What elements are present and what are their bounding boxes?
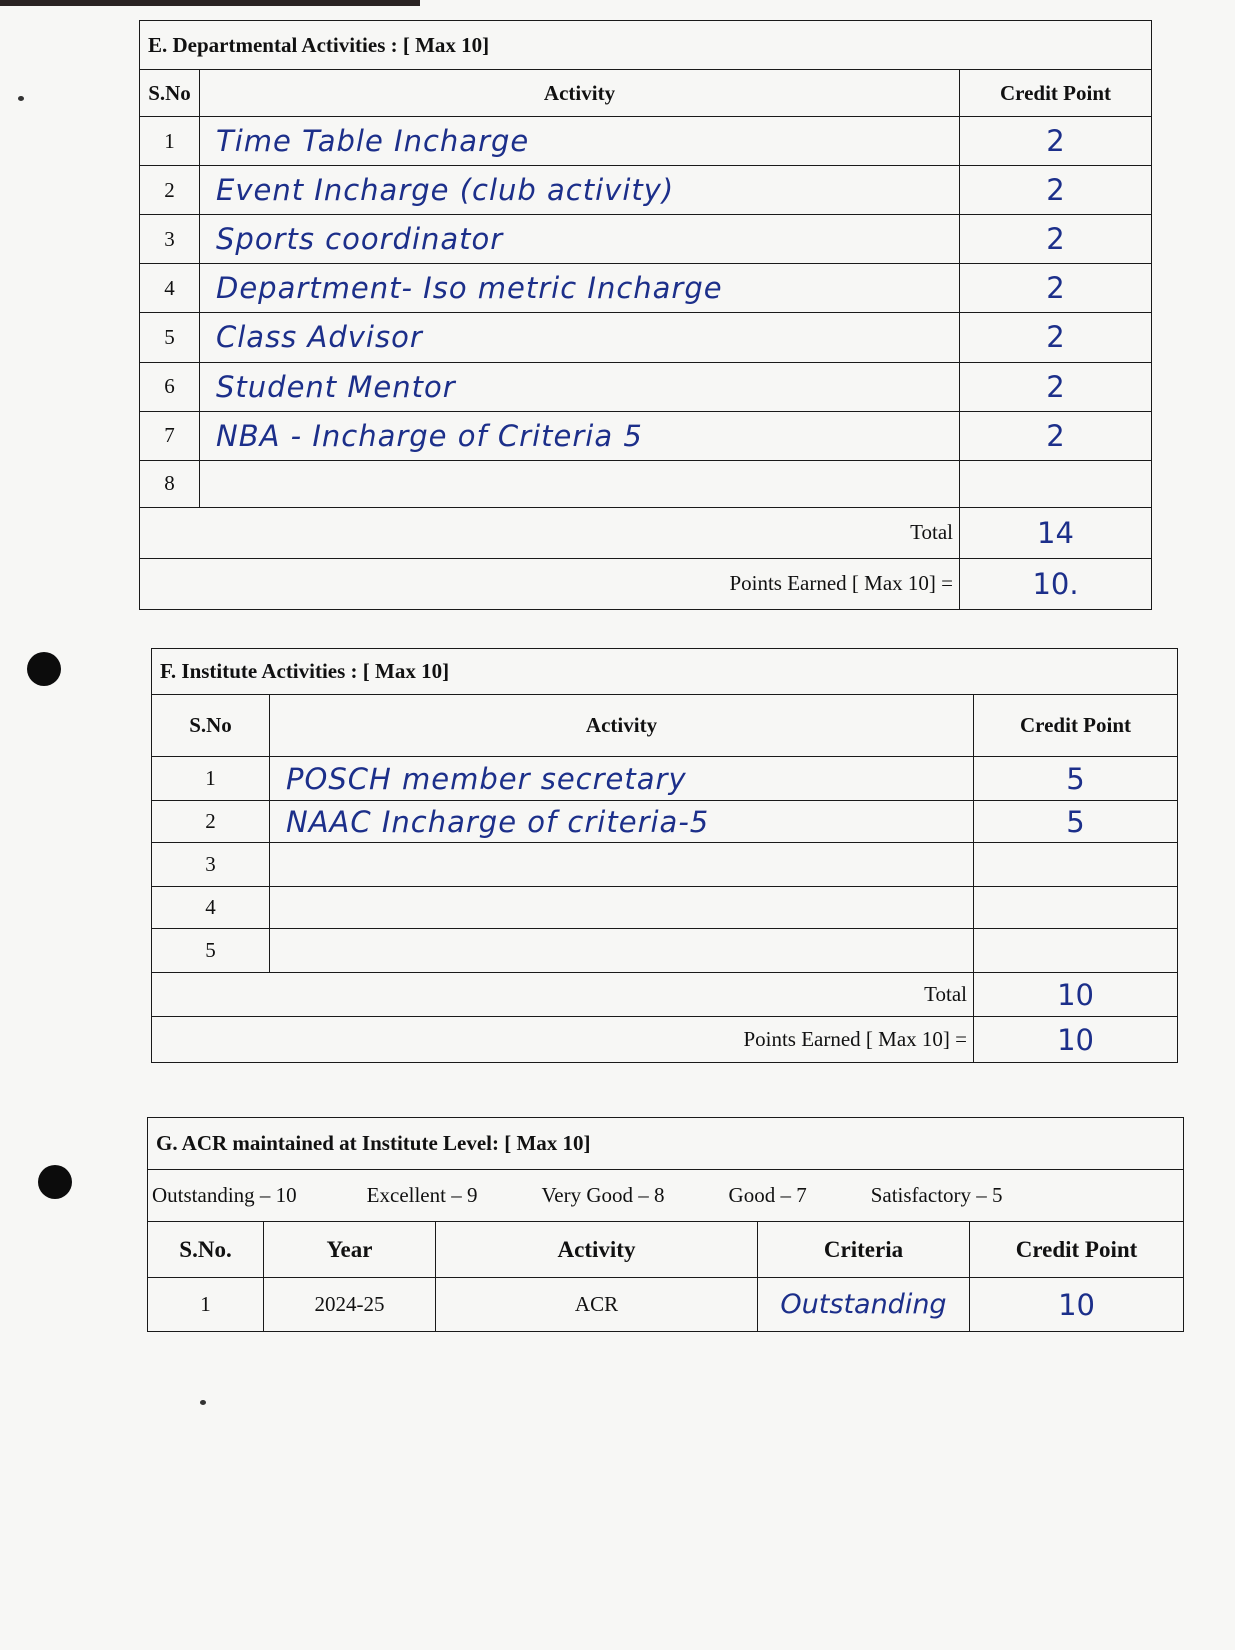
row-sno: 4 [140, 264, 200, 313]
row-credit: 2 [960, 117, 1152, 166]
row-sno: 5 [152, 929, 270, 973]
row-criteria: Outstanding [758, 1278, 970, 1332]
table-row [152, 929, 1178, 973]
scale-item: Outstanding – 10 [152, 1183, 297, 1207]
row-sno: 3 [152, 843, 270, 887]
total-value: 10 [974, 973, 1178, 1017]
scan-speck [200, 1400, 206, 1405]
rating-scale [148, 1170, 1184, 1222]
row-sno: 7 [140, 411, 200, 460]
row-year: 2024-25 [264, 1278, 436, 1332]
row-sno: 1 [148, 1278, 264, 1332]
table-row [140, 313, 1152, 362]
row-credit [974, 929, 1178, 973]
row-credit [974, 843, 1178, 887]
points-earned-label: Points Earned [ Max 10] = [152, 1017, 974, 1063]
table-row [140, 362, 1152, 411]
row-activity: NBA - Incharge of Criteria 5 [200, 411, 960, 460]
row-activity [270, 843, 974, 887]
scale-item: Excellent – 9 [366, 1183, 478, 1207]
table-row [140, 117, 1152, 166]
institute-activities-table [151, 648, 1178, 1063]
table-row [152, 843, 1178, 887]
row-sno: 2 [152, 801, 270, 843]
row-activity [270, 887, 974, 929]
row-activity: Department- Iso metric Incharge [200, 264, 960, 313]
row-activity: Student Mentor [200, 362, 960, 411]
col-sno: S.No [152, 695, 270, 757]
row-credit: 5 [974, 801, 1178, 843]
col-year: Year [264, 1222, 436, 1278]
section-g-title: G. ACR maintained at Institute Level: [ Max 10] [148, 1118, 1184, 1170]
total-value: 14 [960, 507, 1152, 558]
total-label: Total [140, 507, 960, 558]
total-label: Total [152, 973, 974, 1017]
row-activity [270, 929, 974, 973]
table-row [152, 887, 1178, 929]
row-activity: Sports coordinator [200, 215, 960, 264]
section-e-title: E. Departmental Activities : [ Max 10] [140, 21, 1152, 70]
table-row [140, 166, 1152, 215]
col-criteria: Criteria [758, 1222, 970, 1278]
col-credit: Credit Point [960, 70, 1152, 117]
points-earned-value: 10. [960, 558, 1152, 609]
scale-item: Good – 7 [728, 1183, 807, 1207]
scan-speck [18, 96, 24, 101]
punch-hole-bottom [38, 1165, 72, 1199]
section-f-title: F. Institute Activities : [ Max 10] [152, 649, 1178, 695]
table-row [140, 264, 1152, 313]
row-activity: NAAC Incharge of criteria-5 [270, 801, 974, 843]
row-sno: 2 [140, 166, 200, 215]
row-activity: Event Incharge (club activity) [200, 166, 960, 215]
row-sno: 1 [140, 117, 200, 166]
row-credit: 5 [974, 757, 1178, 801]
scale-item: Satisfactory – 5 [870, 1183, 1003, 1207]
departmental-activities-table [139, 20, 1152, 610]
row-sno: 8 [140, 460, 200, 507]
col-credit: Credit Point [970, 1222, 1184, 1278]
punch-hole-top [27, 652, 61, 686]
scan-edge [0, 0, 420, 6]
row-sno: 1 [152, 757, 270, 801]
points-earned-label: Points Earned [ Max 10] = [140, 558, 960, 609]
col-activity: Activity [436, 1222, 758, 1278]
table-row [152, 801, 1178, 843]
row-credit: 2 [960, 411, 1152, 460]
points-earned-value: 10 [974, 1017, 1178, 1063]
row-activity: Class Advisor [200, 313, 960, 362]
row-activity: ACR [436, 1278, 758, 1332]
col-sno: S.No [140, 70, 200, 117]
row-credit: 2 [960, 264, 1152, 313]
row-credit: 10 [970, 1278, 1184, 1332]
row-credit [974, 887, 1178, 929]
table-row [140, 215, 1152, 264]
row-sno: 3 [140, 215, 200, 264]
col-activity: Activity [200, 70, 960, 117]
col-sno: S.No. [148, 1222, 264, 1278]
row-activity: POSCH member secretary [270, 757, 974, 801]
row-credit: 2 [960, 313, 1152, 362]
row-credit: 2 [960, 362, 1152, 411]
row-sno: 4 [152, 887, 270, 929]
row-credit [960, 460, 1152, 507]
table-row [140, 460, 1152, 507]
row-credit: 2 [960, 166, 1152, 215]
scale-item: Very Good – 8 [541, 1183, 665, 1207]
acr-table [147, 1117, 1184, 1332]
row-sno: 6 [140, 362, 200, 411]
table-row [148, 1278, 1184, 1332]
row-activity: Time Table Incharge [200, 117, 960, 166]
table-row [152, 757, 1178, 801]
col-activity: Activity [270, 695, 974, 757]
col-credit: Credit Point [974, 695, 1178, 757]
row-sno: 5 [140, 313, 200, 362]
table-row [140, 411, 1152, 460]
row-activity [200, 460, 960, 507]
row-credit: 2 [960, 215, 1152, 264]
